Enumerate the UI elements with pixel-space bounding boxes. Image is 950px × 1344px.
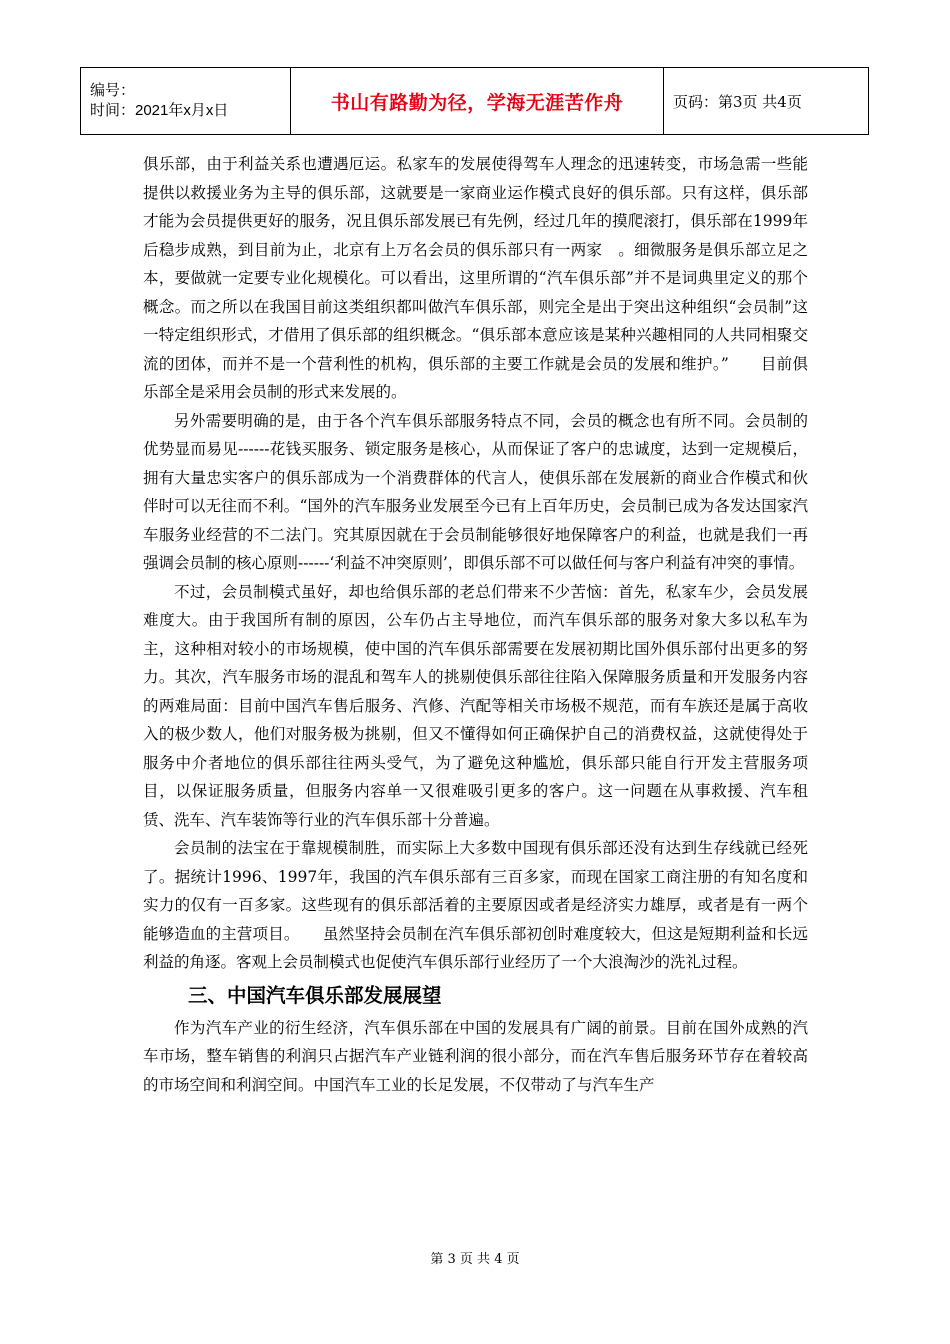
page-header xyxy=(80,67,869,135)
document-body xyxy=(143,150,808,1099)
header-meta-cell xyxy=(81,68,291,135)
body-paragraph-5: 作为汽车产业的衍生经济，汽车俱乐部在中国的发展具有广阔的前景。目前在国外成熟的汽车市场，整车销售的利润只占据汽车产业链利润的很小部分，而在汽车售后服务环节存在着较高的市场空间和利润空间。中国汽车工业的长足发展，不仅带动了与汽车生产 xyxy=(143,1018,808,1094)
header-motto: 书山有路勤为径，学海无涯苦作舟 xyxy=(291,68,664,135)
body-paragraph-2: 另外需要明确的是，由于各个汽车俱乐部服务特点不同，会员的概念也有所不同。会员制的优势显而易见------花钱买服务、锁定服务是核心，从而保证了客户的忠诚度，达到一定规模后，拥有大量忠实客户的俱乐部成为一个消费群体的代言人，使俱乐部在发展新的商业合作模式和伙伴时可以无往而不利。“国外的汽车服务业发展至今已有上百年历史，会员制已成为各发达国家汽车服务业经营的不二法门。究其原因就在于会员制能够很好地保障客户的利益，也就是我们一再强调会员制的核心原则------‘利益不冲突原则’，即俱乐部不可以做任何与客户利益有冲突的事情。 xyxy=(143,411,808,572)
section-heading: 三、中国汽车俱乐部发展展望 xyxy=(188,983,442,1007)
body-paragraph-1: 俱乐部，由于利益关系也遭遇厄运。私家车的发展使得驾车人理念的迅速转变，市场急需一些能提供以救援业务为主导的俱乐部，这就要是一家商业运作模式良好的俱乐部。只有这样，俱乐部才能为会员提供更好的服务，况且俱乐部发展已有先例，经过几年的摸爬滚打，俱乐部在1999年后稳步成熟，到目前为止，北京有上万名会员的俱乐部只有一两家 。细微服务是俱乐部立足之本，要做就一定要专业化规模化。可以看出，这里所谓的“汽车俱乐部”并不是词典里定义的那个概念。而之所以在我国目前这类组织都叫做汽车俱乐部，则完全是出于突出这种组织“会员制”这一特定组织形式，才借用了俱乐部的组织概念。“俱乐部本意应该是某种兴趣相同的人共同相聚交流的团体，而并不是一个营利性的机构，俱乐部的主要工作就是会员的发展和维护。” 目前俱乐部全是采用会员制的形式来发展的。 xyxy=(143,155,808,401)
body-paragraph-4: 会员制的法宝在于靠规模制胜，而实际上大多数中国现有俱乐部还没有达到生存线就已经死了。据统计1996、1997年，我国的汽车俱乐部有三百多家，而现在国家工商注册的有知名度和实力的仅有一百多家。这些现有的俱乐部活着的主要原因或者是经济实力雄厚，或者是有一两个能够造血的主营项目。 虽然坚持会员制在汽车俱乐部初创时难度较大，但这是短期利益和长远利益的角逐。客观上会员制模式也促使汽车俱乐部行业经历了一个大浪淘沙的洗礼过程。 xyxy=(143,839,808,971)
document-number-label: 编号： xyxy=(90,82,136,99)
header-page-info: 页码：第3页 共4页 xyxy=(664,68,869,135)
document-date-label: 时间：2021年x月x日 xyxy=(90,102,229,119)
page-footer: 第 3 页 共 4 页 xyxy=(430,1252,520,1267)
body-paragraph-3: 不过，会员制模式虽好，却也给俱乐部的老总们带来不少苦恼：首先，私家车少，会员发展难度大。由于我国所有制的原因，公车仍占主导地位，而汽车俱乐部的服务对象大多以私车为主，这种相对较小的市场规模，使中国的汽车俱乐部需要在发展初期比国外俱乐部付出更多的努力。其次，汽车服务市场的混乱和驾车人的挑剔使俱乐部往往陷入保障服务质量和开发服务内容的两难局面：目前中国汽车售后服务、汽修、汽配等相关市场极不规范，而有车族还是属于高收入的极少数人，他们对服务极为挑剔，但又不懂得如何正确保护自己的消费权益，这就使得处于服务中介者地位的俱乐部往往两头受气，为了避免这种尴尬，俱乐部只能自行开发主营服务项目，以保证服务质量，但服务内容单一又很难吸引更多的客户。这一问题在从事救援、汽车租赁、洗车、汽车装饰等行业的汽车俱乐部十分普遍。 xyxy=(143,582,808,829)
